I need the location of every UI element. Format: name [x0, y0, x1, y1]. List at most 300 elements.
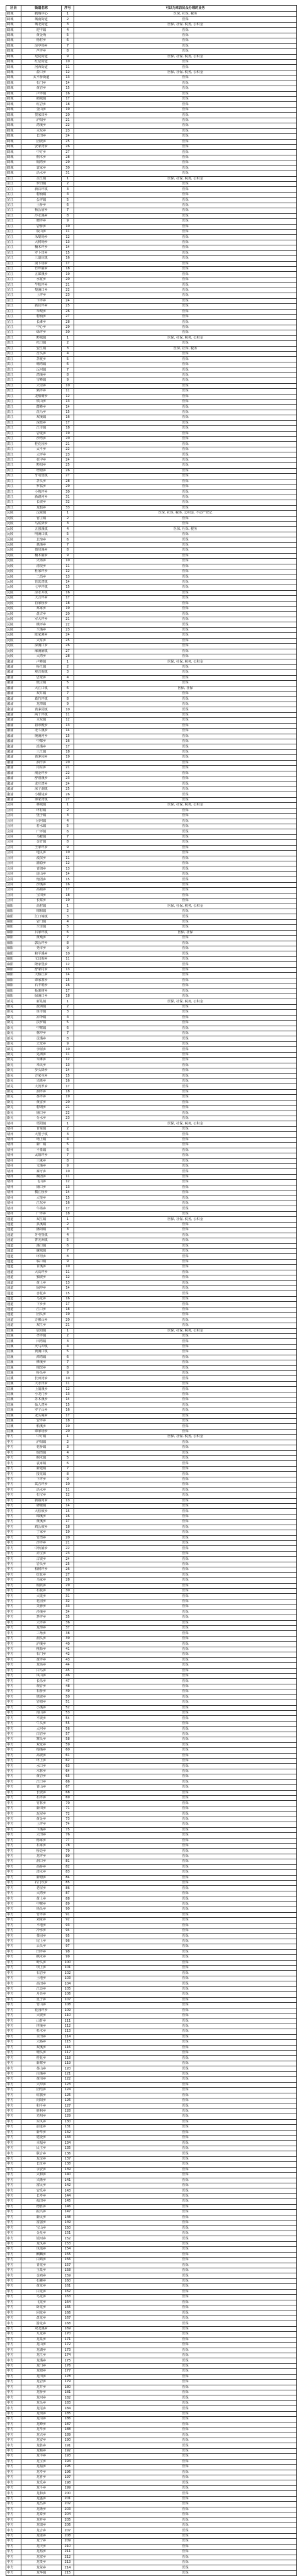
cell-district: 中方 [6, 2533, 21, 2538]
cell-number: 17 [62, 744, 74, 749]
cell-street-name: 大树坳乡 [21, 240, 62, 245]
cell-services: 医保 [74, 490, 297, 495]
table-row [6, 1100, 297, 1105]
cell-street-name: 水东镇 [21, 718, 62, 723]
cell-number: 16 [62, 1408, 74, 1413]
cell-services: 医保 [74, 272, 297, 277]
table-row [6, 1248, 297, 1253]
cell-street-name: 双江镇 [21, 1217, 62, 1222]
table-row [6, 490, 297, 495]
cell-street-name: 隆家堡乡 [21, 962, 62, 967]
cell-number: 17 [62, 261, 74, 266]
cell-district: 麻阳 [6, 956, 21, 961]
cell-street-name: 黄土乡 [21, 1896, 62, 1901]
table-row [6, 2278, 297, 2283]
cell-number: 123 [62, 2082, 74, 2087]
cell-number: 12 [62, 70, 74, 75]
table-row [6, 574, 297, 580]
cell-district: 中方 [6, 2236, 21, 2241]
table-row [6, 1620, 297, 1625]
cell-services: 医保 [74, 2130, 297, 2135]
table-row [6, 1286, 297, 1291]
cell-street-name: 祖市殿乡 [21, 723, 62, 728]
cell-district: 中方 [6, 2496, 21, 2501]
cell-district: 溆浦 [6, 723, 21, 728]
table-row [6, 2029, 297, 2034]
cell-district: 溆浦 [6, 797, 21, 802]
cell-services: 医保 [74, 1790, 297, 1795]
table-row [6, 2024, 297, 2029]
cell-street-name: 洞下场乡 [21, 261, 62, 266]
cell-district: 中方 [6, 2141, 21, 2146]
cell-number: 86 [62, 1886, 74, 1891]
cell-street-name: 石羊哨乡 [21, 983, 62, 988]
table-row [6, 2570, 297, 2575]
cell-street-name: 中都乡 [21, 739, 62, 744]
cell-street-name: 油洋乡 [21, 760, 62, 765]
table-row [6, 1498, 297, 1503]
cell-services: 医保, 社保, 税务, 公积金 [74, 70, 297, 75]
cell-street-name: 前进乡 [21, 2125, 62, 2130]
table-row [6, 692, 297, 697]
table-row [6, 2045, 297, 2050]
cell-number: 21 [62, 1323, 74, 1328]
cell-street-name: 团头乡 [21, 1313, 62, 1318]
cell-services: 医保 [74, 1785, 297, 1790]
cell-services: 医保 [74, 2358, 297, 2363]
cell-services: 医保 [74, 267, 297, 272]
cell-district: 溆浦 [6, 686, 21, 691]
cell-street-name: 藕团乡 [21, 1174, 62, 1179]
cell-street-name: 中心乡 [21, 325, 62, 330]
cell-street-name: 黄金乡 [21, 1817, 62, 1822]
cell-number: 4 [62, 1344, 74, 1349]
cell-street-name: 乌龙乡 [21, 2295, 62, 2300]
cell-street-name: 谭家场乡 [21, 1429, 62, 1434]
table-row [6, 474, 297, 479]
cell-district: 中方 [6, 1679, 21, 1684]
cell-district: 中方 [6, 1572, 21, 1577]
cell-street-name: 龙峰乡 [21, 2422, 62, 2427]
cell-district: 通道 [6, 1280, 21, 1285]
cell-district: 中方 [6, 2231, 21, 2236]
cell-district: 会同 [6, 814, 21, 819]
cell-number: 17 [62, 1413, 74, 1418]
cell-district: 中方 [6, 1445, 21, 1450]
table-row [6, 2210, 297, 2215]
cell-street-name: 新华乡 [21, 2130, 62, 2135]
cell-number: 186 [62, 2417, 74, 2422]
cell-number: 15 [62, 1509, 74, 1514]
cell-street-name: 坪村镇 [21, 808, 62, 813]
table-row [6, 224, 297, 229]
table-row [6, 272, 297, 277]
cell-street-name: 茶园乡 [21, 1934, 62, 1939]
cell-services: 医保 [74, 1859, 297, 1864]
cell-district: 沅陵 [6, 627, 21, 632]
cell-district: 洪江 [6, 463, 21, 468]
cell-services: 医保 [74, 389, 297, 394]
cell-district: 靖州 [6, 1163, 21, 1168]
table-row [6, 1986, 297, 1991]
table-row [6, 681, 297, 686]
cell-district: 中方 [6, 1992, 21, 1997]
cell-services: 医保 [74, 1992, 297, 1997]
cell-number: 24 [62, 134, 74, 139]
table-row [6, 2411, 297, 2416]
cell-street-name: 坝上乡 [21, 1966, 62, 1971]
table-row [6, 256, 297, 261]
table-row [6, 1705, 297, 1710]
cell-district: 中方 [6, 2485, 21, 2490]
table-row [6, 771, 297, 776]
cell-district: 中方 [6, 2310, 21, 2316]
cell-street-name: 飞山乡 [21, 1180, 62, 1185]
cell-street-name: 郑家乡 [21, 607, 62, 612]
cell-street-name: 太平乡 [21, 447, 62, 452]
cell-services: 医保 [74, 1137, 297, 1142]
cell-services: 医保 [74, 2417, 297, 2422]
cell-street-name: 友谊乡 [21, 2156, 62, 2161]
cell-number: 65 [62, 1774, 74, 1779]
table-row [6, 1350, 297, 1355]
cell-district: 中方 [6, 1588, 21, 1593]
cell-number: 21 [62, 617, 74, 622]
table-row [6, 729, 297, 734]
cell-number: 1 [62, 1328, 74, 1333]
table-row [6, 1918, 297, 1923]
cell-district: 中方 [6, 1498, 21, 1503]
cell-street-name: 石门乡 [21, 1652, 62, 1657]
table-row [6, 1435, 297, 1440]
cell-district: 中方 [6, 1642, 21, 1647]
cell-district: 溆浦 [6, 766, 21, 771]
cell-number: 17 [62, 988, 74, 994]
cell-services: 医保 [74, 1748, 297, 1753]
cell-street-name: 深渡乡 [21, 420, 62, 425]
cell-street-name: 双龙溪乡 [21, 2326, 62, 2331]
cell-street-name: 坪上乡 [21, 1758, 62, 1763]
table-row [6, 1694, 297, 1700]
cell-street-name: 卧龙乡 [21, 2305, 62, 2310]
cell-number: 22 [62, 1111, 74, 1116]
cell-district: 中方 [6, 1742, 21, 1747]
cell-services: 医保 [74, 2103, 297, 2108]
cell-district: 洪江 [6, 352, 21, 357]
cell-street-name: 鱼市镇 [21, 1010, 62, 1015]
table-row [6, 511, 297, 516]
cell-district: 麻阳 [6, 994, 21, 999]
cell-number: 8 [62, 1365, 74, 1370]
cell-services: 医保 [74, 2485, 297, 2490]
cell-street-name: 淘金坪乡 [21, 771, 62, 776]
table-row [6, 1153, 297, 1158]
cell-number: 9 [62, 1163, 74, 1168]
cell-district: 中方 [6, 1610, 21, 1615]
table-row [6, 580, 297, 585]
cell-number: 26 [62, 1567, 74, 1572]
table-row [6, 1158, 297, 1163]
cell-street-name: 肖家桥乡 [21, 601, 62, 606]
cell-district: 芷江 [6, 314, 21, 319]
cell-number: 149 [62, 2220, 74, 2226]
cell-district: 中方 [6, 2193, 21, 2198]
cell-number: 15 [62, 734, 74, 739]
cell-district: 会同 [6, 856, 21, 861]
cell-services: 医保 [74, 2369, 297, 2374]
cell-district: 会同 [6, 861, 21, 866]
cell-street-name: 新路河乡 [21, 495, 62, 500]
table-row [6, 1992, 297, 1997]
table-row [6, 38, 297, 43]
cell-district: 芷江 [6, 176, 21, 181]
cell-district: 麻阳 [6, 904, 21, 909]
table-row [6, 1610, 297, 1615]
cell-street-name: 龙宁乡 [21, 2539, 62, 2544]
cell-district: 中方 [6, 1891, 21, 1896]
cell-services: 医保 [74, 447, 297, 452]
table-row [6, 229, 297, 234]
table-row [6, 2066, 297, 2071]
cell-services: 医保 [74, 1265, 297, 1270]
table-row [6, 1642, 297, 1647]
cell-street-name: 长寿乡 [21, 2193, 62, 2198]
cell-district: 中方 [6, 2465, 21, 2470]
cell-number: 196 [62, 2470, 74, 2475]
table-row [6, 814, 297, 819]
cell-street-name: 播阳镇 [21, 1228, 62, 1233]
cell-district: 中方 [6, 1663, 21, 1668]
cell-services: 医保 [74, 240, 297, 245]
cell-number: 172 [62, 2343, 74, 2348]
cell-number: 19 [62, 899, 74, 904]
cell-services: 医保 [74, 38, 297, 43]
table-row [6, 245, 297, 250]
table-row [6, 2465, 297, 2470]
table-row [6, 76, 297, 81]
cell-number: 23 [62, 1551, 74, 1556]
table-row [6, 1010, 297, 1015]
table-row [6, 2093, 297, 2098]
table-row [6, 2454, 297, 2459]
cell-number: 7 [62, 367, 74, 372]
cell-services: 医保 [74, 1620, 297, 1625]
cell-number: 29 [62, 1583, 74, 1588]
cell-district: 溆浦 [6, 734, 21, 739]
cell-district: 中方 [6, 2019, 21, 2024]
cell-services: 医保 [74, 1737, 297, 1742]
cell-street-name: 长滩乡 [21, 320, 62, 325]
cell-district: 辰溪 [6, 1339, 21, 1344]
table-row [6, 86, 297, 91]
cell-street-name: 安江镇 [21, 346, 62, 351]
cell-street-name: 中方镇 [21, 1435, 62, 1440]
table-row [6, 1732, 297, 1737]
cell-number: 20 [62, 612, 74, 617]
cell-street-name: 黄雷乡 [21, 1100, 62, 1105]
cell-services: 医保 [74, 362, 297, 367]
cell-number: 103 [62, 1976, 74, 1981]
cell-street-name: 大堡子镇 [21, 1132, 62, 1137]
table-row [6, 1588, 297, 1593]
cell-number: 78 [62, 1843, 74, 1848]
cell-number: 101 [62, 1966, 74, 1971]
table-row [6, 1870, 297, 1875]
table-row [6, 1700, 297, 1705]
cell-district: 靖州 [6, 1201, 21, 1206]
cell-street-name: 石桥乡 [21, 1689, 62, 1694]
cell-street-name: 芷江镇 [21, 176, 62, 181]
cell-number: 5 [62, 925, 74, 930]
table-row [6, 91, 297, 96]
cell-number: 178 [62, 2374, 74, 2379]
cell-district: 会同 [6, 893, 21, 898]
cell-number: 161 [62, 2284, 74, 2289]
cell-number: 26 [62, 644, 74, 649]
cell-district: 中方 [6, 2433, 21, 2438]
cell-district: 中方 [6, 2151, 21, 2156]
cell-number: 8 [62, 372, 74, 378]
cell-district: 新晃 [6, 1084, 21, 1089]
cell-street-name: 桐木乡 [21, 155, 62, 160]
cell-district: 中方 [6, 1928, 21, 1933]
cell-district: 鹤城 [6, 144, 21, 149]
cell-district: 通道 [6, 1233, 21, 1238]
cell-services: 医保 [74, 2475, 297, 2480]
cell-services: 医保 [74, 2178, 297, 2183]
cell-number: 28 [62, 1578, 74, 1583]
table-row [6, 1966, 297, 1971]
cell-number: 12 [62, 1058, 74, 1063]
cell-number: 33 [62, 1604, 74, 1610]
cell-street-name: 筲箕湾镇 [21, 580, 62, 585]
cell-number: 58 [62, 1737, 74, 1742]
cell-street-name: 龙尾乡 [21, 2406, 62, 2411]
table-row [6, 389, 297, 394]
cell-street-name: 尧市乡 [21, 946, 62, 951]
cell-number: 170 [62, 2332, 74, 2337]
cell-district: 辰溪 [6, 1350, 21, 1355]
cell-number: 197 [62, 2475, 74, 2480]
cell-district: 中方 [6, 1626, 21, 1631]
cell-street-name: 思蒙乡 [21, 675, 62, 680]
table-row [6, 1721, 297, 1726]
cell-street-name: 晓坪乡 [21, 219, 62, 224]
cell-street-name: 分水乡 [21, 1116, 62, 1121]
cell-number: 12 [62, 1275, 74, 1280]
table-row [6, 638, 297, 643]
cell-district: 中方 [6, 2119, 21, 2124]
cell-number: 8 [62, 1472, 74, 1477]
cell-services: 医保 [74, 1753, 297, 1758]
cell-number: 21 [62, 118, 74, 123]
cell-services: 医保 [74, 420, 297, 425]
cell-number: 163 [62, 2295, 74, 2300]
cell-services: 医保 [74, 2438, 297, 2443]
cell-number: 79 [62, 1849, 74, 1854]
cell-services: 医保 [74, 569, 297, 574]
cell-street-name: 双江乡 [21, 1323, 62, 1328]
cell-district: 中方 [6, 1694, 21, 1700]
cell-street-name: 龙康乡 [21, 2533, 62, 2538]
cell-number: 39 [62, 1636, 74, 1641]
cell-district: 中方 [6, 1440, 21, 1445]
cell-services: 医保 [74, 1254, 297, 1259]
cell-street-name: 孝坪镇 [21, 1333, 62, 1338]
cell-services: 医保 [74, 1403, 297, 1408]
cell-street-name: 黄溪乡 [21, 1520, 62, 1525]
cell-district: 靖州 [6, 1137, 21, 1142]
table-row [6, 12, 297, 17]
cell-services: 医保 [74, 596, 297, 601]
cell-services: 医保 [74, 2385, 297, 2390]
cell-number: 27 [62, 649, 74, 654]
cell-district: 通道 [6, 1259, 21, 1264]
cell-number: 24 [62, 781, 74, 787]
cell-services: 医保 [74, 2231, 297, 2236]
cell-street-name: 上坪乡 [21, 293, 62, 298]
cell-street-name: 土桥乡 [21, 203, 62, 208]
cell-street-name: 茶山乡 [21, 2066, 62, 2071]
cell-number: 25 [62, 1562, 74, 1567]
cell-street-name: 岩塘乡 [21, 1700, 62, 1705]
cell-services: 医保 [74, 1211, 297, 1216]
cell-number: 8 [62, 213, 74, 218]
cell-street-name: 赤宝乡 [21, 1551, 62, 1556]
table-row [6, 1313, 297, 1318]
cell-services: 医保 [74, 2326, 297, 2331]
cell-number: 51 [62, 1700, 74, 1705]
cell-number: 59 [62, 1742, 74, 1747]
cell-district: 通道 [6, 1243, 21, 1248]
cell-street-name: 龙和乡 [21, 2491, 62, 2496]
cell-district: 中方 [6, 2263, 21, 2268]
table-row [6, 107, 297, 112]
cell-services: 医保 [74, 2024, 297, 2029]
table-row [6, 1450, 297, 1455]
table-row [6, 1021, 297, 1026]
table-row [6, 1387, 297, 1392]
table-row [6, 81, 297, 86]
cell-district: 芷江 [6, 224, 21, 229]
cell-services: 医保 [74, 792, 297, 797]
cell-street-name: 若水镇 [21, 824, 62, 829]
cell-number: 26 [62, 309, 74, 314]
cell-district: 中方 [6, 1907, 21, 1912]
table-row [6, 1259, 297, 1264]
cell-district: 中方 [6, 1509, 21, 1514]
cell-services: 医保 [74, 410, 297, 415]
cell-number: 212 [62, 2555, 74, 2560]
table-row [6, 2295, 297, 2300]
cell-district: 辰溪 [6, 1381, 21, 1386]
cell-street-name: 罗子山乡 [21, 1408, 62, 1413]
table-row [6, 1217, 297, 1222]
cell-services: 医保 [74, 86, 297, 91]
cell-number: 17 [62, 1520, 74, 1525]
cell-number: 13 [62, 574, 74, 580]
table-row [6, 755, 297, 760]
cell-street-name: 沙溪乡 [21, 882, 62, 887]
table-row [6, 394, 297, 399]
table-row [6, 919, 297, 924]
table-row [6, 1944, 297, 1949]
table-row [6, 372, 297, 378]
cell-street-name: 王家坪乡 [21, 845, 62, 850]
cell-district: 鹤城 [6, 91, 21, 96]
cell-services: 医保 [74, 2459, 297, 2464]
cell-services: 医保 [74, 1700, 297, 1705]
